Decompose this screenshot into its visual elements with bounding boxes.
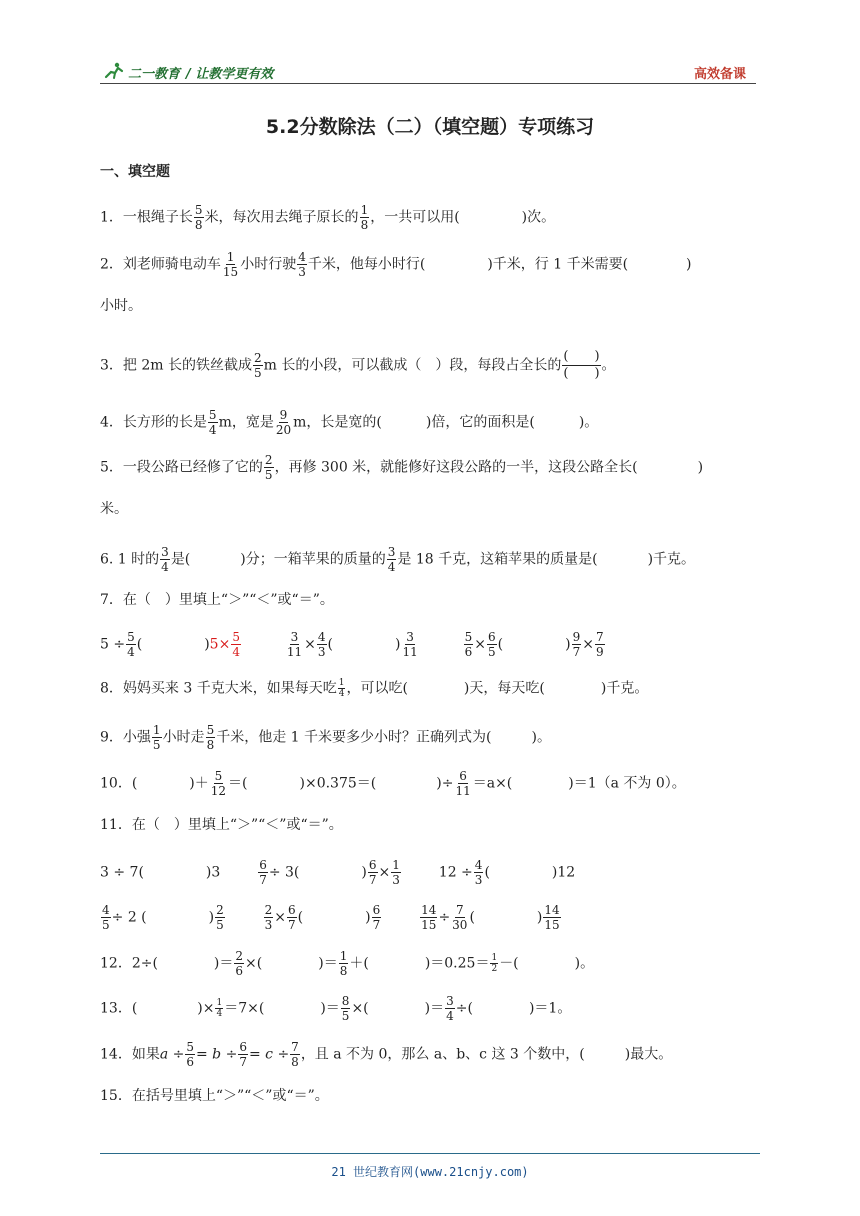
fraction: $\frac{6}{7}$ bbox=[239, 1040, 247, 1069]
q1-text-a: 1．一根绳子长 bbox=[100, 209, 193, 226]
question-15: 15．在括号里填上“＞”“＜”或“＝”。 bbox=[100, 1088, 329, 1104]
fraction: $\frac{1}{4}$ bbox=[338, 678, 345, 699]
q6-text-a: 6. 1 时的 bbox=[100, 551, 160, 568]
q5-text-b: ，再修 300 米，就能修好这段公路的一半，这段公路全长( bbox=[274, 459, 638, 476]
q13-text-b: )× bbox=[197, 1000, 215, 1017]
q11-r1-e1: 3 ÷ 7( bbox=[100, 864, 144, 881]
fraction: $\frac{5}{6}$ bbox=[186, 1040, 194, 1069]
times-sign: × bbox=[474, 636, 487, 653]
divide-sign: ÷ bbox=[438, 909, 451, 926]
question-2 bbox=[100, 250, 692, 279]
q6-text-d: 是 18 千克，这箱苹果的质量是( bbox=[397, 551, 598, 568]
q14-var-a: a ÷ bbox=[159, 1046, 185, 1063]
q13-text-e: ×( bbox=[351, 1000, 369, 1017]
fraction: $\frac{2}{6}$ bbox=[235, 949, 244, 978]
fraction: $\frac{2}{5}$ bbox=[216, 903, 224, 932]
q12-text-c: ×( bbox=[245, 955, 263, 972]
q11-r1-e3-end: )12 bbox=[551, 864, 576, 881]
fraction: $\frac{3}{4}$ bbox=[446, 994, 454, 1023]
q8-text-a: 8．妈妈买来 3 千克大米，如果每天吃 bbox=[100, 680, 337, 697]
q14-var-b: = b ÷ bbox=[196, 1046, 238, 1063]
fraction: $\frac{7}{30}$ bbox=[452, 903, 468, 932]
q8-text-b: ，可以吃( bbox=[346, 680, 408, 697]
q4-text-a: 4．长方形的长是 bbox=[100, 414, 207, 431]
question-6 bbox=[100, 545, 695, 574]
q10-text-d: )×0.375＝( bbox=[299, 775, 377, 792]
fraction: $\frac{6}{7}$ bbox=[259, 858, 267, 887]
fraction: $\frac{4}{3}$ bbox=[298, 250, 306, 279]
times-sign: × bbox=[582, 636, 594, 653]
paren-open: ( bbox=[297, 909, 304, 926]
section-heading: 一、填空题 bbox=[100, 164, 170, 180]
times-sign: × bbox=[304, 636, 316, 653]
paren-close: ) bbox=[536, 909, 543, 926]
q2-text-b: 小时行驶 bbox=[240, 256, 297, 273]
question-1 bbox=[100, 203, 555, 232]
q12-text-a: 12．2÷( bbox=[100, 955, 158, 972]
q2-text-a: 2．刘老师骑电动车 bbox=[100, 256, 221, 273]
fraction: $\frac{6}{7}$ bbox=[288, 903, 296, 932]
q6-text-b: 是( bbox=[170, 551, 191, 568]
question-3 bbox=[100, 349, 616, 382]
q3-text-c: ）段，每段占全长的 bbox=[435, 357, 562, 374]
paren-close: ) bbox=[361, 864, 367, 881]
question-5-cont: 米。 bbox=[100, 501, 128, 517]
paren-close: ) bbox=[204, 636, 210, 653]
fraction: $\frac{6}{11}$ bbox=[455, 769, 471, 798]
header-divider bbox=[100, 83, 756, 84]
fraction: $\frac{14}{15}$ bbox=[544, 903, 560, 932]
q3-text-a: 3．把 2m 长的铁丝截成 bbox=[100, 357, 252, 374]
q4-text-c: m，长是宽的( bbox=[293, 414, 382, 431]
q3-text-d: 。 bbox=[601, 357, 616, 374]
question-11-row-2 bbox=[100, 903, 562, 932]
q1-text-c: ，一共可以用( bbox=[370, 209, 460, 226]
paren-close: ) bbox=[565, 636, 571, 653]
q8-text-d: )千克。 bbox=[600, 680, 649, 697]
q6-text-e: )千克。 bbox=[647, 551, 696, 568]
q14-text-c: )最大。 bbox=[624, 1046, 673, 1063]
q11-r1-e2: ÷ 3( bbox=[268, 864, 300, 881]
fraction-red: $\frac{5}{4}$ bbox=[232, 630, 240, 659]
paren-open: ( bbox=[136, 636, 143, 653]
q13-text-c: ＝7×( bbox=[224, 1000, 265, 1017]
fraction: $\frac{1}{8}$ bbox=[339, 949, 348, 978]
q3-text-b: m 长的小段，可以截成（ bbox=[263, 357, 422, 374]
q1-text-b: 米，每次用去绳子原长的 bbox=[204, 209, 359, 226]
q4-text-d: )倍，它的面积是( bbox=[425, 414, 535, 431]
fraction: $\frac{1}{5}$ bbox=[152, 723, 161, 752]
q14-var-c: = c ÷ bbox=[248, 1046, 290, 1063]
q12-text-g: －( bbox=[499, 955, 519, 972]
q14-text-a: 14．如果 bbox=[100, 1046, 160, 1063]
question-13 bbox=[100, 994, 571, 1023]
q4-text-e: )。 bbox=[578, 414, 599, 431]
fraction: $\frac{9}{20}$ bbox=[275, 408, 292, 437]
fraction: $\frac{4}{3}$ bbox=[317, 630, 326, 659]
fraction: $\frac{1}{3}$ bbox=[392, 858, 400, 887]
page-header bbox=[100, 60, 756, 84]
fraction: $\frac{3}{11}$ bbox=[402, 630, 418, 659]
question-12 bbox=[100, 949, 594, 978]
q12-text-f: )＝0.25＝ bbox=[424, 955, 490, 972]
q13-text-f: )＝ bbox=[424, 1000, 445, 1017]
paren-close: ) bbox=[365, 909, 371, 926]
fraction: $\frac{5}{8}$ bbox=[206, 723, 215, 752]
question-4 bbox=[100, 408, 598, 437]
question-9 bbox=[100, 723, 551, 752]
header-tagline: 高效备课 bbox=[693, 67, 746, 82]
q13-text-a: 13．( bbox=[100, 1000, 138, 1017]
q12-text-h: )。 bbox=[574, 955, 595, 972]
fraction: $\frac{4}{5}$ bbox=[102, 903, 110, 932]
footer-text: 21 世纪教育网(www.21cnjy.com) bbox=[331, 1165, 529, 1179]
question-7: 7．在（ ）里填上“＞”“＜”或“＝”。 bbox=[100, 592, 334, 608]
fraction: $\frac{3}{4}$ bbox=[161, 545, 169, 574]
q12-text-e: ＋( bbox=[349, 955, 369, 972]
question-11-row-1 bbox=[100, 858, 575, 887]
q12-text-b: )＝ bbox=[213, 955, 234, 972]
q10-text-c: ＝( bbox=[228, 775, 248, 792]
q9-text-b: 小时走 bbox=[162, 729, 205, 746]
paren-open: ( bbox=[484, 864, 490, 881]
q9-text-a: 9．小强 bbox=[100, 729, 151, 746]
q9-text-c: 千米，他走 1 千米要多少小时？正确列式为( bbox=[216, 729, 492, 746]
paren-open: ( bbox=[497, 636, 504, 653]
q13-text-d: )＝ bbox=[320, 1000, 340, 1017]
page-title: 5.2分数除法（二）（填空题）专项练习 bbox=[265, 116, 595, 138]
fraction: $\frac{6}{5}$ bbox=[488, 630, 496, 659]
brand-slogan: / 让教学更有效 bbox=[186, 67, 274, 82]
q4-text-b: m，宽是 bbox=[218, 414, 274, 431]
q10-text-e: )÷ bbox=[436, 775, 454, 792]
brand-name: 二一教育 bbox=[128, 67, 181, 82]
fraction: $\frac{3}{11}$ bbox=[286, 630, 303, 659]
q5-text-a: 5．一段公路已经修了它的 bbox=[100, 459, 263, 476]
fraction: $\frac{5}{4}$ bbox=[127, 630, 135, 659]
q6-text-c: )分；一箱苹果的质量的 bbox=[240, 551, 386, 568]
q2-text-c: 千米，他每小时行( bbox=[307, 256, 426, 273]
q14-text-b: ，且 a 不为 0，那么 a、b、c 这 3 个数中，( bbox=[300, 1046, 585, 1063]
footer-divider bbox=[100, 1153, 760, 1154]
fraction: $\frac{6}{7}$ bbox=[368, 858, 377, 887]
fraction: $\frac{2}{5}$ bbox=[254, 351, 262, 380]
q2-text-e: ) bbox=[686, 256, 692, 273]
paren-open: ( bbox=[469, 909, 475, 926]
fraction: $\frac{3}{4}$ bbox=[387, 545, 396, 574]
fraction: $\frac{7}{9}$ bbox=[595, 630, 604, 659]
q1-text-d: )次。 bbox=[521, 209, 556, 226]
fraction: $\frac{4}{3}$ bbox=[474, 858, 483, 887]
fraction: $\frac{1}{8}$ bbox=[360, 203, 369, 232]
question-2-cont: 小时。 bbox=[100, 298, 142, 314]
paren-open: ( bbox=[327, 636, 333, 653]
q5-text-c: ) bbox=[697, 459, 704, 476]
question-10 bbox=[100, 769, 686, 798]
fraction: $\frac{14}{15}$ bbox=[421, 903, 437, 932]
paren-close: ) bbox=[208, 909, 215, 926]
runner-logo-icon bbox=[102, 62, 126, 80]
fraction: $\frac{5}{8}$ bbox=[194, 203, 203, 232]
q11-r2-e1: ÷ 2 ( bbox=[111, 909, 147, 926]
q2-text-d: )千米，行 1 千米需要( bbox=[487, 256, 629, 273]
fraction: $\frac{2}{5}$ bbox=[264, 453, 273, 482]
question-5 bbox=[100, 453, 703, 482]
q10-text-a: 10．( bbox=[100, 775, 138, 792]
q8-text-c: )天，每天吃( bbox=[463, 680, 545, 697]
q12-text-d: )＝ bbox=[318, 955, 338, 972]
q13-text-g: ÷( bbox=[455, 1000, 473, 1017]
answer-fraction-blank[interactable]: $\frac{( )}{( )}$ bbox=[563, 349, 600, 381]
q11-r1-e3: 12 ÷ bbox=[438, 864, 473, 881]
fraction: $\frac{1}{2}$ bbox=[491, 953, 498, 974]
question-7-exprs bbox=[100, 630, 606, 659]
fraction: $\frac{5}{12}$ bbox=[210, 769, 227, 798]
fraction: $\frac{8}{5}$ bbox=[341, 994, 350, 1023]
q7-e1-red-text: 5× bbox=[209, 636, 231, 653]
question-8 bbox=[100, 678, 648, 699]
question-14 bbox=[100, 1040, 672, 1069]
q10-text-b: )＋ bbox=[189, 775, 209, 792]
q9-text-d: )。 bbox=[531, 729, 551, 746]
q10-text-h: )＝1（a 不为 0）。 bbox=[568, 775, 686, 792]
q11-r1-e1-end: )3 bbox=[205, 864, 221, 881]
times-sign: × bbox=[274, 909, 287, 926]
fraction: $\frac{1}{4}$ bbox=[216, 998, 223, 1019]
fraction: $\frac{7}{8}$ bbox=[291, 1040, 299, 1069]
times-sign: × bbox=[378, 864, 391, 881]
question-11: 11．在（ ）里填上“＞”“＜”或“＝”。 bbox=[100, 817, 343, 833]
paren-close: ) bbox=[394, 636, 401, 653]
q13-text-h: )＝1。 bbox=[528, 1000, 572, 1017]
fraction: $\frac{5}{4}$ bbox=[208, 408, 217, 437]
fraction: $\frac{9}{7}$ bbox=[572, 630, 581, 659]
q10-text-g: ＝a×( bbox=[472, 775, 513, 792]
q7-e1-text: 5 ÷ bbox=[100, 636, 126, 653]
fraction: $\frac{2}{3}$ bbox=[264, 903, 273, 932]
fraction: $\frac{1}{15}$ bbox=[222, 250, 239, 279]
fraction: $\frac{6}{7}$ bbox=[372, 903, 381, 932]
fraction: $\frac{5}{6}$ bbox=[464, 630, 473, 659]
